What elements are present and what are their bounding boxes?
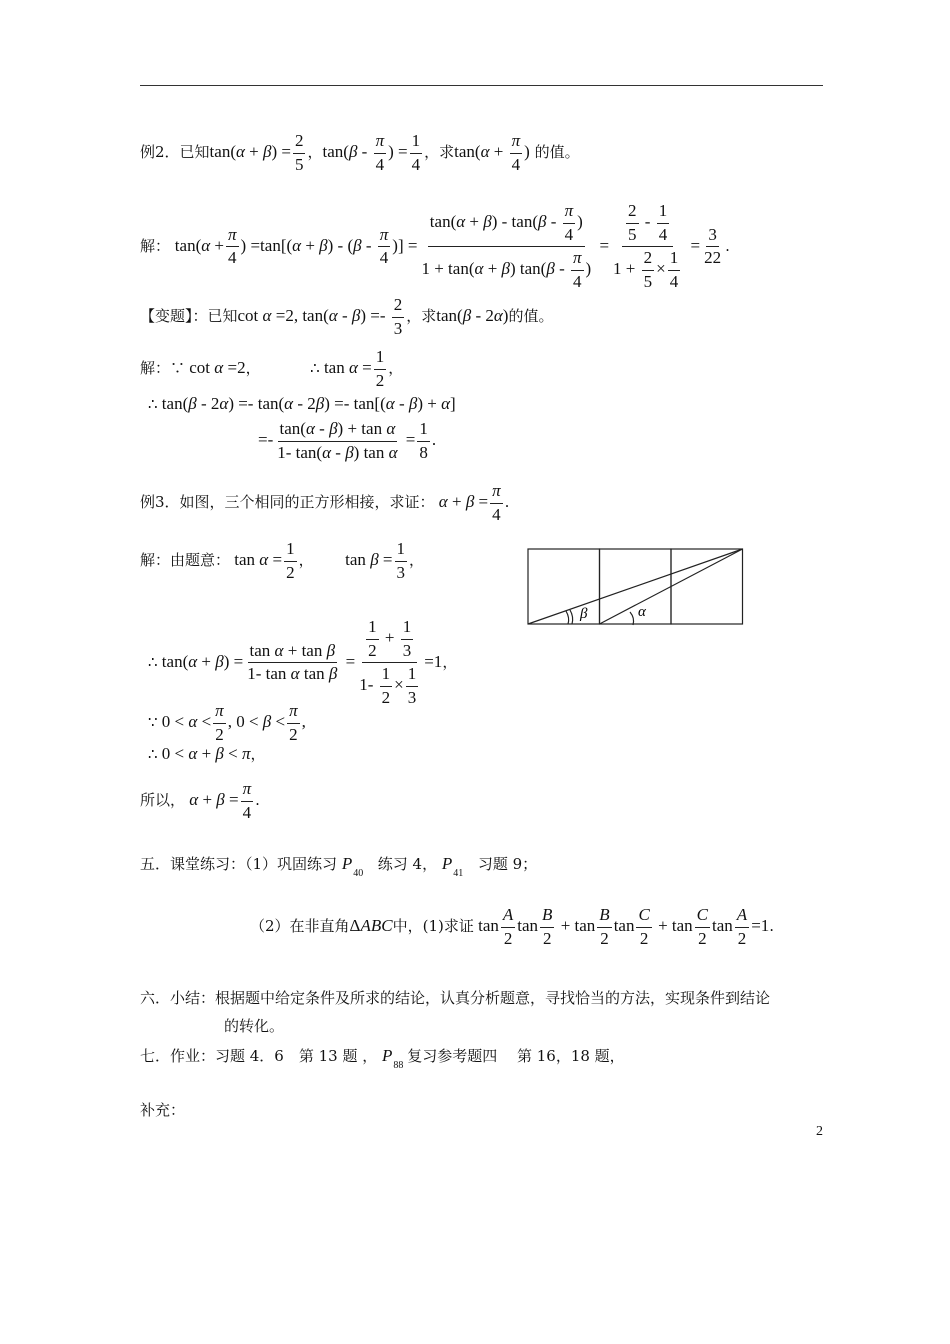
solution3-sum: ∴ tan(α + β) = $\frac{\text{tan α + tan β}}{\text{1- tan α tan β}}$ = $\frac{1}{2}$ + $\frac{1}{3}$ 1- $\frac{1}{2}$ × $\frac{1}{3}$ =1， [148,617,458,708]
variant-solution-1: 解：∵ cot α =2， ∴ tan α = $\frac{1}{2}$ ， [140,347,404,390]
solution2-result: $\frac{3}{22}$ [704,224,722,268]
variant-solution-2: ∴ tan(β - 2α) =- tan(α - 2β) =- tan[(α - β) + α] [148,394,456,413]
variant-statement: 【变题】：已知cot α =2, tan(α - β) =- $\frac{2}{3}$ ，求tan(β - 2α)的值。 [140,295,554,338]
angle-beta-arc-2 [566,611,569,624]
solution3-conclusion: 所以， α + β = $\frac{\pi}{4}$ . [140,779,260,822]
section7-line: 七．作业：习题 4．6 第 13 题 ， $P_{88}$ 复习参考题四 第 16，18 题， [140,1046,625,1071]
header-rule [140,85,823,86]
solution3-range: ∵ 0 < α < $\frac{\pi}{2}$ , 0 < β < $\frac{\pi}{2}$ , [148,701,306,744]
three-squares-figure [524,546,748,628]
beta-label: β [580,606,588,622]
solution2-big-fraction: tan(α + β) - tan(β - $\frac{\pi}{4}$ ) 1 + tan(α + β) tan(β - $\frac{\pi}{4}$ ) [421,201,592,292]
angle-beta-arc [570,610,573,624]
page-ref-40: $P_{40}$ [341,854,364,879]
square-3 [671,549,743,624]
supplement-label: 补充： [140,1101,186,1119]
section5-line2: （2）在非直角ΔABC中，(1)求证 tan $\frac{A}{2}$ tan $\frac{B}{2}$ + tan $\frac{B}{2}$ tan $\frac{C}{2}$ + tan $\frac{C}{2}$ tan $\frac{A}{2}$ =1. [250,905,775,948]
diagonal-beta [528,549,743,624]
solution3-sum-range: ∴ 0 < α + β < π， [148,744,266,763]
variant-solution-3: =- $\frac{\text{tan(α - β) + tan α}}{\text{1- tan(α - β) tan α}}$ = $\frac{1}{8}$ . [258,419,437,462]
page-number: 2 [816,1124,823,1139]
example3-statement: 例3．如图，三个相同的正方形相接，求证： α + β = $\frac{\pi}{4}$ . [140,481,510,524]
page-ref-41: $P_{41}$ [441,854,464,879]
solution2: 解： tan(α + $\frac{\pi}{4}$ ) =tan[(α + β) - (β - $\frac{\pi}{4}$ )] = tan(α + β) - tan(β - $\frac{\pi}{4}$ ) 1 + tan(α + β) tan(β - $\frac{\pi}{4}$ ) = $\frac{2}{5}$ - $\frac{1}{4}$ 1 + $\frac{2}{5}$ × $\frac{1}{4}$ = $\frac{3}{22}$ . [140,201,730,292]
example2-statement: 例2．已知tan(α + β) = $\frac{2}{5}$ ，tan(β - $\frac{\pi}{4}$ ) = $\frac{1}{4}$ ，求tan(α + $\frac{\pi}{4}$ ) 的值。 [140,131,580,174]
section6-line2: 的转化。 [224,1017,285,1035]
page-ref-88: $P_{88}$ [382,1046,404,1071]
angle-alpha-arc [630,612,634,625]
alpha-label: α [638,604,646,620]
section6-line1: 六．小结：根据题中给定条件及所求的结论，认真分析题意，寻找恰当的方法，实现条件到结论 [140,989,771,1007]
section5-line1: 五．课堂练习：（1）巩固练习 $P_{40}$ 练习 4， $P_{41}$ 习题 9； [140,854,538,879]
solution3-given: 解：由题意： tan α = $\frac{1}{2}$ ， tan β = $\frac{1}{3}$ ， [140,539,425,582]
square-1 [528,549,600,624]
